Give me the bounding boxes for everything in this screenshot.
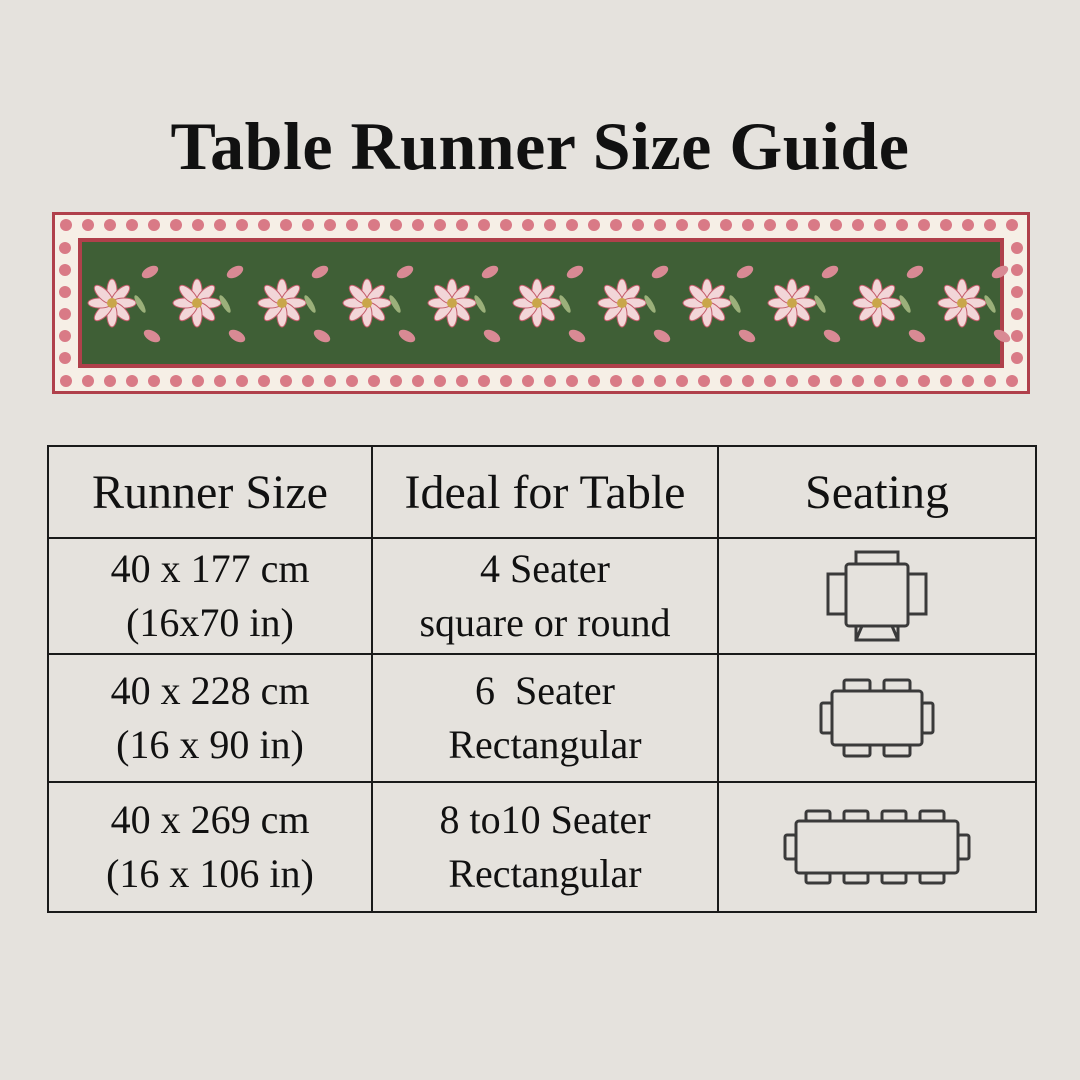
six-seat-table-icon xyxy=(818,677,936,759)
header-runner-size: Runner Size xyxy=(48,446,372,538)
table-row xyxy=(48,538,1036,654)
table-shape: Rectangular xyxy=(448,722,642,767)
size-cm: 40 x 177 cm xyxy=(110,546,310,591)
table-shape: Rectangular xyxy=(448,851,642,896)
table-capacity: 8 to10 Seater xyxy=(439,797,651,842)
table-shape: square or round xyxy=(419,600,671,645)
table-capacity: 4 Seater xyxy=(480,546,610,591)
table-row xyxy=(48,782,1036,912)
size-cm: 40 x 269 cm xyxy=(110,797,310,842)
table-capacity: 6 Seater xyxy=(475,668,615,713)
size-cm: 40 x 228 cm xyxy=(110,668,310,713)
four-seat-table-icon xyxy=(822,548,932,644)
runner-size-cell xyxy=(48,538,372,654)
table-type-cell xyxy=(372,782,718,912)
size-guide-table xyxy=(47,445,1037,913)
seating-cell xyxy=(718,654,1036,782)
size-in: (16 x 90 in) xyxy=(116,722,304,767)
header-seating: Seating xyxy=(718,446,1036,538)
header-ideal-for-table: Ideal for Table xyxy=(372,446,718,538)
table-row xyxy=(48,654,1036,782)
runner-size-cell xyxy=(48,654,372,782)
table-type-cell xyxy=(372,654,718,782)
size-in: (16x70 in) xyxy=(126,600,294,645)
table-type-cell xyxy=(372,538,718,654)
page-title: Table Runner Size Guide xyxy=(170,108,910,184)
table-runner-image xyxy=(52,212,1030,394)
seating-cell xyxy=(718,782,1036,912)
ten-seat-table-icon xyxy=(782,809,972,885)
runner-size-cell xyxy=(48,782,372,912)
seating-cell xyxy=(718,538,1036,654)
size-in: (16 x 106 in) xyxy=(106,851,314,896)
